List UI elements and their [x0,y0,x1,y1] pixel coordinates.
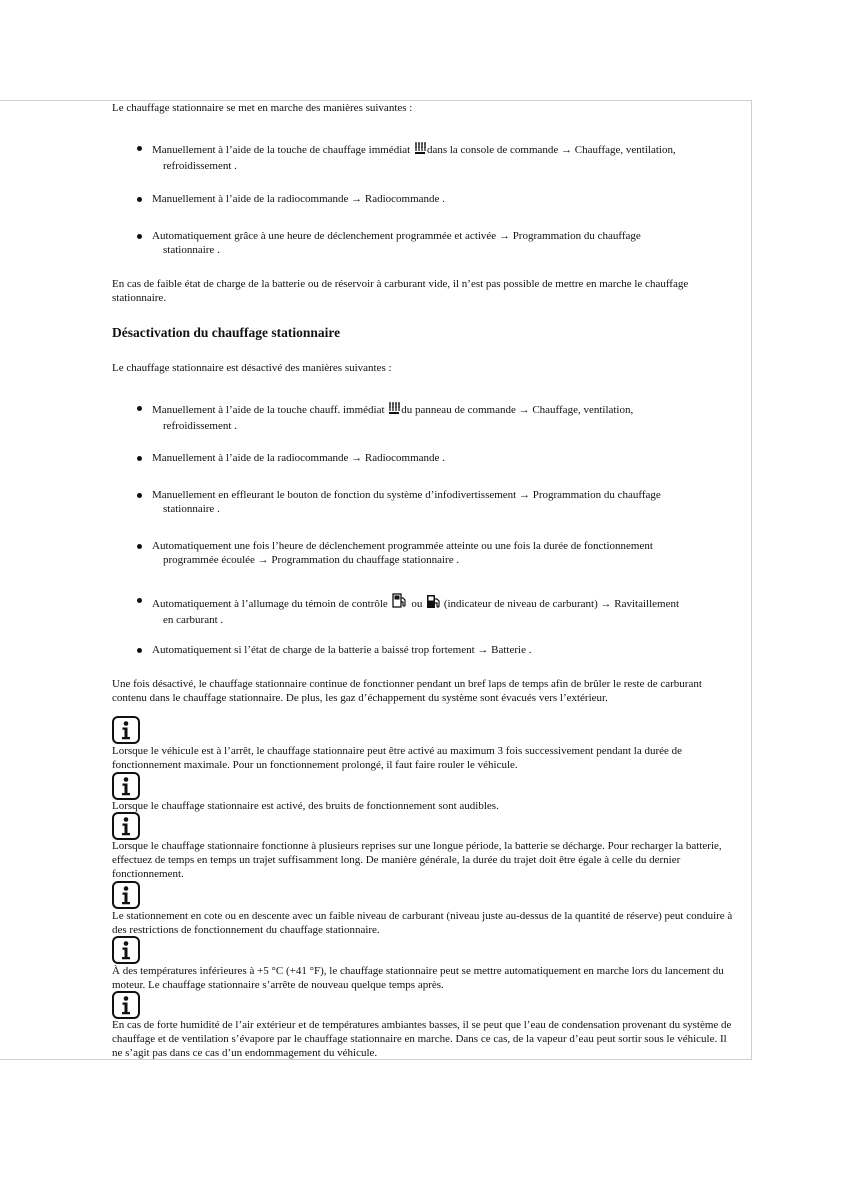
after-deactivation-text: Une fois désactivé, le chauffage stationnaire continue de fonctionner pendant un bref laps de temps afin de brûler le reste de carburant contenu dans le chauffage stationnaire. De plus, les gaz d’échappement du système sont évacués vers l’extérieur. [112,678,702,704]
heat-immediate-icon [414,141,426,159]
item-text-after: du panneau de commande → Chauffage, ventilation, [401,404,634,416]
bullet-icon [137,406,142,411]
bullet-icon [137,197,142,202]
note-text: Lorsque le chauffage stationnaire est activé, des bruits de fonctionnement sont audibles. [112,800,499,812]
item-text-after: dans la console de commande → Chauffage, ventilation, [426,144,676,156]
item-text: Manuellement à l’aide de la radiocommande → Radiocommande . [152,452,445,464]
bullet-icon [137,493,142,498]
item-text: Automatiquement à l’allumage du témoin de contrôle [152,598,388,610]
note-text: Lorsque le véhicule est à l’arrêt, le chauffage stationnaire peut être activé au maximum 3 fois successivement pendant la durée de fonctionnement maximale. Pour un fonctionnement prolongé, il faut faire rouler le véhicule. [112,745,683,771]
bullet-icon [137,146,142,151]
info-icon [112,991,140,1019]
note-text: Lorsque le chauffage stationnaire fonctionne à plusieurs reprises sur une longue période, la batterie se décharge. Pour recharger la batterie, effectuez de temps en temps un trajet suffisamment long. De manière générale, la durée du trajet doit être égale à celle du dernier fonctionnement. [112,840,722,880]
item-text: Manuellement à l’aide de la radiocommande → Radiocommande . [152,193,445,205]
section-title: Désactivation du chauffage stationnaire [112,325,341,340]
item-text-after: (indicateur de niveau de carburant) → Ravitaillement [443,598,680,610]
note-text: En cas de forte humidité de l’air extérieur et de températures ambiantes basses, il se peut que l’eau de condensation provenant du système de chauffage et de ventilation s’évapore par le chauffage stationnaire en marche. Dans ce cas, de la vapeur d’eau peut sortir sous le véhicule. Il ne s’agit pas dans ce cas d’un endommagement du véhicule. [112,1019,732,1059]
fuel-warning-icon [392,593,408,613]
item-continuation: stationnaire . [163,503,220,515]
item-continuation: en carburant . [163,614,224,626]
intro-text: Le chauffage stationnaire se met en marche des manières suivantes : [112,102,413,114]
item-continuation: refroidissement . [163,160,237,172]
item-continuation: programmée écoulée → Programmation du chauffage stationnaire . [163,554,460,566]
item-text: Manuellement en effleurant le bouton de fonction du système d’infodivertissement → Programmation du chauffage [152,489,661,501]
deactivation-intro: Le chauffage stationnaire est désactivé des manières suivantes : [112,362,392,374]
item-text: Manuellement à l’aide de la touche chauff. immédiat [152,404,385,416]
item-text: Automatiquement une fois l’heure de déclenchement programmée atteinte ou une fois la durée de fonctionnement [152,540,653,552]
note-text: Le stationnement en cote ou en descente avec un faible niveau de carburant (niveau juste au-dessus de la quantité de réserve) peut conduire à des restrictions de fonctionnement du chauffage stationnaire. [112,910,733,936]
item-text: Automatiquement si l’état de charge de la batterie a baissé trop fortement → Batterie . [152,644,532,656]
bullet-icon [137,598,142,603]
heat-immediate-icon [388,401,400,419]
info-icon [112,812,140,840]
fuel-level-icon [426,594,440,613]
item-text: Manuellement à l’aide de la touche de chauffage immédiat [152,144,411,156]
battery-note: En cas de faible état de charge de la batterie ou de réservoir à carburant vide, il n’est pas possible de mettre en marche le chauffage stationnaire. [112,278,689,304]
bullet-icon [137,234,142,239]
item-continuation: stationnaire . [163,244,220,256]
item-text-mid: ou [411,598,423,610]
bullet-icon [137,648,142,653]
info-icon [112,716,140,744]
bullet-icon [137,456,142,461]
item-text: Automatiquement grâce à une heure de déclenchement programmée et activée → Programmation du chauffage [152,230,641,242]
note-text: À des températures inférieures à +5 °C (+41 °F), le chauffage stationnaire peut se mettre automatiquement en marche lors du lancement du moteur. Le chauffage stationnaire s’arrête de nouveau quelque temps après. [112,965,724,991]
info-icon [112,881,140,909]
item-continuation: refroidissement . [163,420,237,432]
bullet-icon [137,544,142,549]
info-icon [112,772,140,800]
info-icon [112,936,140,964]
